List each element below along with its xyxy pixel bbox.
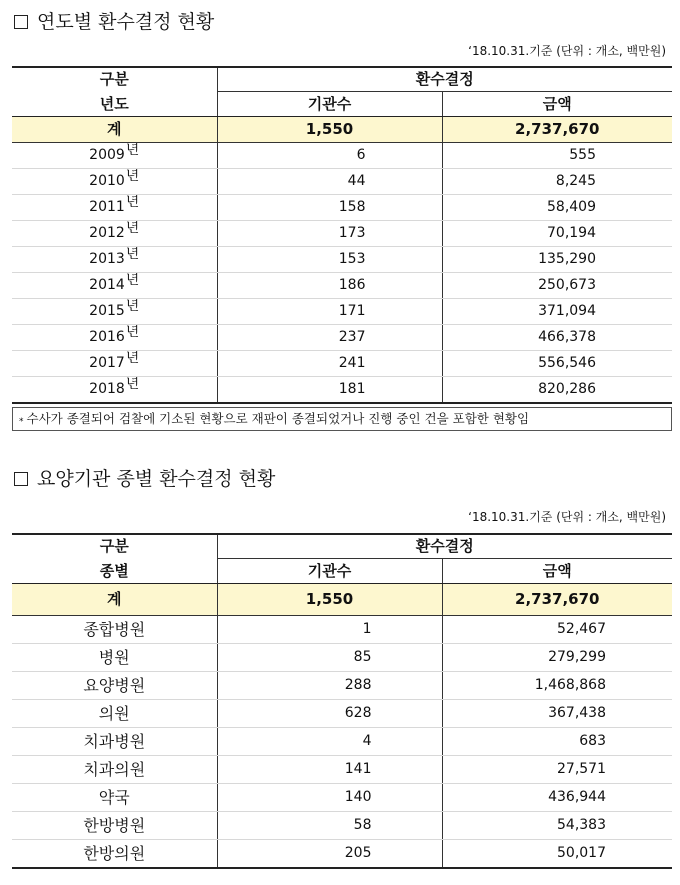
- count-cell: 288: [217, 672, 442, 700]
- type-cell: 치과의원: [12, 756, 217, 784]
- header-amount: 금액: [442, 559, 672, 584]
- table-row: [12, 672, 672, 700]
- table-row: [12, 247, 672, 273]
- count-cell: 237: [217, 325, 442, 351]
- unit-note: ‘18.10.31.기준 (단위 : 개소, 백만원): [468, 44, 666, 58]
- amount-cell: 58,409: [442, 195, 672, 221]
- footnote-text: 수사가 종결되어 검찰에 기소된 현황으로 재판이 종결되었거나 진행 중인 건을 포함한 현황임: [26, 411, 530, 426]
- header-amount: 금액: [442, 92, 672, 117]
- count-cell: 186: [217, 273, 442, 299]
- header-group: 구분: [12, 534, 217, 559]
- footnote-mark: *: [19, 417, 24, 427]
- table-header-row: [12, 67, 672, 92]
- amount-cell: 52,467: [442, 616, 672, 644]
- table-row: [12, 169, 672, 195]
- count-cell: 6: [217, 143, 442, 169]
- amount-cell: 683: [442, 728, 672, 756]
- type-cell: 요양병원: [12, 672, 217, 700]
- count-cell: 44: [217, 169, 442, 195]
- table-subheader-row: [12, 559, 672, 584]
- amount-cell: 135,290: [442, 247, 672, 273]
- section-heading: [12, 467, 672, 491]
- amount-cell: 70,194: [442, 221, 672, 247]
- year-cell: [12, 325, 217, 351]
- section-by-type: [12, 467, 672, 863]
- amount-cell: 371,094: [442, 299, 672, 325]
- year-suffix: 년: [125, 376, 140, 392]
- type-cell: 치과병원: [12, 728, 217, 756]
- count-cell: 205: [217, 840, 442, 869]
- count-cell: 181: [217, 377, 442, 404]
- table-row: [12, 325, 672, 351]
- year-value: 2014: [89, 277, 125, 293]
- year-cell: [12, 143, 217, 169]
- table-row: [12, 273, 672, 299]
- checkbox-square-icon: [14, 15, 28, 29]
- year-cell: [12, 247, 217, 273]
- type-cell: 한방병원: [12, 812, 217, 840]
- count-cell: 58: [217, 812, 442, 840]
- header-group: 구분: [12, 67, 217, 92]
- amount-cell: 367,438: [442, 700, 672, 728]
- type-table: [12, 533, 672, 869]
- count-cell: 628: [217, 700, 442, 728]
- table-row: [12, 700, 672, 728]
- header-count: 기관수: [217, 92, 442, 117]
- year-suffix: 년: [125, 194, 140, 210]
- count-cell: 173: [217, 221, 442, 247]
- footnote: [12, 407, 672, 431]
- section-title: 연도별 환수결정 현황: [37, 11, 215, 33]
- year-suffix: 년: [125, 324, 140, 340]
- count-cell: 153: [217, 247, 442, 273]
- table-row: [12, 728, 672, 756]
- count-cell: 85: [217, 644, 442, 672]
- year-cell: [12, 377, 217, 404]
- year-value: 2011: [89, 199, 125, 215]
- year-value: 2015: [89, 303, 125, 319]
- type-cell: 약국: [12, 784, 217, 812]
- total-row: [12, 117, 672, 143]
- total-count: 1,550: [217, 584, 442, 616]
- year-value: 2009: [89, 147, 125, 163]
- amount-cell: 820,286: [442, 377, 672, 404]
- amount-cell: 555: [442, 143, 672, 169]
- amount-cell: 54,383: [442, 812, 672, 840]
- section-heading: [12, 10, 672, 34]
- total-row: [12, 584, 672, 616]
- header-group-sub: 종별: [12, 559, 217, 584]
- year-cell: [12, 273, 217, 299]
- count-cell: 141: [217, 756, 442, 784]
- header-count: 기관수: [217, 559, 442, 584]
- unit-note: ‘18.10.31.기준 (단위 : 개소, 백만원): [468, 510, 666, 524]
- year-value: 2012: [89, 225, 125, 241]
- total-label: 계: [12, 117, 217, 143]
- type-cell: 한방의원: [12, 840, 217, 869]
- table-row: [12, 756, 672, 784]
- year-value: 2017: [89, 355, 125, 371]
- count-cell: 241: [217, 351, 442, 377]
- count-cell: 4: [217, 728, 442, 756]
- count-cell: 158: [217, 195, 442, 221]
- year-suffix: 년: [125, 220, 140, 236]
- table-subheader-row: [12, 92, 672, 117]
- header-group-sub: 년도: [12, 92, 217, 117]
- year-suffix: 년: [125, 142, 140, 158]
- table-row: [12, 299, 672, 325]
- total-amount: 2,737,670: [442, 117, 672, 143]
- total-label: 계: [12, 584, 217, 616]
- year-suffix: 년: [125, 298, 140, 314]
- amount-cell: 27,571: [442, 756, 672, 784]
- year-suffix: 년: [125, 272, 140, 288]
- year-cell: [12, 351, 217, 377]
- table-row: [12, 377, 672, 404]
- count-cell: 140: [217, 784, 442, 812]
- amount-cell: 436,944: [442, 784, 672, 812]
- amount-cell: 1,468,868: [442, 672, 672, 700]
- type-cell: 병원: [12, 644, 217, 672]
- table-row: [12, 143, 672, 169]
- header-main: 환수결정: [217, 534, 672, 559]
- amount-cell: 556,546: [442, 351, 672, 377]
- year-value: 2010: [89, 173, 125, 189]
- type-cell: 종합병원: [12, 616, 217, 644]
- section-yearly: [12, 10, 672, 427]
- yearly-table: [12, 66, 672, 404]
- year-value: 2013: [89, 251, 125, 267]
- count-cell: 1: [217, 616, 442, 644]
- total-amount: 2,737,670: [442, 584, 672, 616]
- amount-cell: 50,017: [442, 840, 672, 869]
- type-cell: 의원: [12, 700, 217, 728]
- amount-cell: 279,299: [442, 644, 672, 672]
- table-row: [12, 221, 672, 247]
- header-main: 환수결정: [217, 67, 672, 92]
- year-cell: [12, 299, 217, 325]
- count-cell: 171: [217, 299, 442, 325]
- table-header-row: [12, 534, 672, 559]
- table-row: [12, 616, 672, 644]
- table-row: [12, 195, 672, 221]
- section-title: 요양기관 종별 환수결정 현황: [37, 468, 276, 490]
- year-suffix: 년: [125, 350, 140, 366]
- year-value: 2018: [89, 381, 125, 397]
- year-suffix: 년: [125, 168, 140, 184]
- checkbox-square-icon: [14, 472, 28, 486]
- year-cell: [12, 221, 217, 247]
- total-count: 1,550: [217, 117, 442, 143]
- amount-cell: 250,673: [442, 273, 672, 299]
- table-row: [12, 840, 672, 869]
- year-cell: [12, 195, 217, 221]
- amount-cell: 466,378: [442, 325, 672, 351]
- table-row: [12, 351, 672, 377]
- year-value: 2016: [89, 329, 125, 345]
- year-cell: [12, 169, 217, 195]
- amount-cell: 8,245: [442, 169, 672, 195]
- table-row: [12, 812, 672, 840]
- year-suffix: 년: [125, 246, 140, 262]
- table-row: [12, 784, 672, 812]
- table-row: [12, 644, 672, 672]
